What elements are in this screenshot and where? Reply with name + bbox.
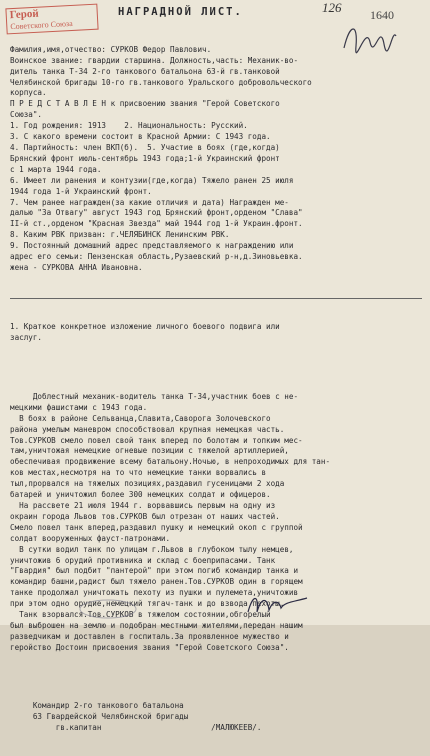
commander-signature-icon [245, 590, 310, 620]
form-line: далью "За Отвагу" август 1943 год Брянский фронт,орденом "Слава" [10, 208, 303, 218]
form-line: Союза". [10, 110, 43, 120]
document-body [10, 23, 422, 756]
feat-line: ков местах,несмотря на то что немецкие танки ворвались в [10, 468, 267, 478]
feat-line: "Гвардия" был подбит "пантерой" при этом погиб командир танка и [10, 566, 299, 576]
form-line: Челябинской бригады 10-го гв.танкового Уральского добровольческого [10, 77, 312, 87]
sheet-number: 1640 [370, 8, 394, 22]
feat-line: Доблестный механик-водитель танка Т-34,участник боев с не- [10, 391, 299, 401]
form-line: II-й ст.,орденом "Красная Звезда" май 1944 год 1-й Украин.фронт. [10, 219, 303, 229]
form-line: 9. Постоянный домашний адрес представляемого к награждению или [10, 241, 294, 251]
section-title-line: заслуг. [10, 333, 43, 343]
feat-line: уничтожив 6 орудий противника и склад с боеприпасами. Танк [10, 555, 276, 565]
feat-line: геройство Достоин присвоения звания "Герой Советского Союза". [10, 642, 289, 652]
form-line: 8. Каким РВК призван: г.ЧЕЛЯБИНСК Ленинским РВК. [10, 230, 230, 240]
commander-signature-block [10, 701, 422, 734]
form-line: дитель танка Т-34 2-го танкового батальона 63-й гв.танковой [10, 66, 280, 76]
feat-line: Тов.СУРКОВ смело повел свой танк вперед по болотам и топким мес- [10, 435, 303, 445]
signature-line: Командир 2-го танкового батальона [10, 701, 184, 711]
form-line: 7. Чем ранее награжден(за какие отличия и дата) Награжден ме- [10, 197, 289, 207]
feat-line: разведчикам и доставлен в госпиталь.За проявленное мужество и [10, 631, 289, 641]
form-line: с 1 марта 1944 года. [10, 164, 102, 174]
feat-line: окраин города Львов тов.СУРКОВ был отрезан от наших частей. [10, 511, 280, 521]
form-line: П Р Е Д С Т А В Л Е Н к присвоению звания "Герой Советского [10, 99, 280, 109]
feat-line: района умелым маневром способствовал крупная немецкая часть. [10, 424, 285, 434]
feat-line: Танк взорвался.Тов.СУРКОВ в тяжелом состоянии,обгорелый [10, 610, 271, 620]
feat-line: В сутки водил танк по улицам г.Львов в глубоком тылу немцев, [10, 544, 294, 554]
form-line: жена - СУРКОВА АННА Ивановна. [10, 262, 143, 272]
archive-number: 126 [322, 0, 342, 15]
stamp-line-1: Герой [9, 7, 40, 22]
form-line: корпуса. [10, 88, 47, 98]
feat-description [10, 392, 422, 654]
form-line: адрес его семьи: Пензенская область,Рузаевский р-н,д.Зиновьевка. [10, 252, 303, 262]
feat-line: тыл,прорвался на тяжелых позициях,раздавил гусеницами 2 хода [10, 479, 285, 489]
feat-section-title [10, 322, 422, 344]
feat-line: командир башни,радист был тяжело ранен.Тов.СУРКОВ один в горящем [10, 577, 303, 587]
form-line: Брянский фронт июль-сентябрь 1943 года;1-й Украинский фронт [10, 153, 280, 163]
feat-line: В боях в районе Сельванца,Славита,Саворога Золочевского [10, 413, 271, 423]
feat-line: солдат вооруженных фауст-патронами. [10, 533, 171, 543]
form-line: 1944 года 1-й Украинский фронт. [10, 186, 152, 196]
signature-line: 63 Гвардейской Челябинской бригады [10, 712, 189, 722]
form-line: 3. С какого времени состоит в Красной Армии: С 1943 года. [10, 132, 271, 142]
stamp-mark-icon [78, 598, 138, 620]
form-fields [10, 45, 422, 274]
feat-line: танке продолжал уничтожать пехоту из пушки и пулемета,уничтожив [10, 588, 299, 598]
feat-line: мецкими фашистами с 1943 года. [10, 402, 148, 412]
signature-line: гв.капитан /МАЛЮКЕЕВ/. [10, 723, 262, 733]
form-line: Воинское звание: гвардии старшина. Должность,часть: Механик-во- [10, 55, 299, 65]
feat-line: Смело повел танк вперед,раздавил пушку и немецкий окоп с группой [10, 522, 303, 532]
document-title: НАГРАДНОЙ ЛИСТ. [118, 6, 243, 18]
feat-line: был выброшен на землю и подобран местными жителями,передан нашим [10, 620, 303, 630]
feat-line: батарей и уничтожил более 300 немецких солдат и офицеров. [10, 490, 271, 500]
form-line: 4. Партийность: член ВКП(б). 5. Участие в боях (где,когда) [10, 142, 280, 152]
form-line: 6. Имеет ли ранения и контузии(где,когда) Тяжело ранен 25 июля [10, 175, 294, 185]
stamp-line-2: Советского Союза [10, 18, 73, 32]
form-line: 1. Год рождения: 1913 2. Национальность: Русский. [10, 121, 248, 131]
feat-line: На рассвете 21 июля 1944 г. ворвавшись первым на одну из [10, 500, 276, 510]
feat-line: обеспечивая продвижение всему батальону.Ночью, в непроходимых для тан- [10, 457, 331, 467]
section-title-line: 1. Краткое конкретное изложение личного боевого подвига или [10, 322, 280, 332]
feat-line: при этом одно орудие,немецкий тягач-танк и до взвода пехоты. [10, 599, 285, 609]
form-line: Фамилия,имя,отчество: СУРКОВ Федор Павлович. [10, 44, 212, 54]
divider [10, 298, 422, 299]
feat-line: там,уничтожая немецкие огневые позиции с тяжелой артиллерией, [10, 446, 289, 456]
